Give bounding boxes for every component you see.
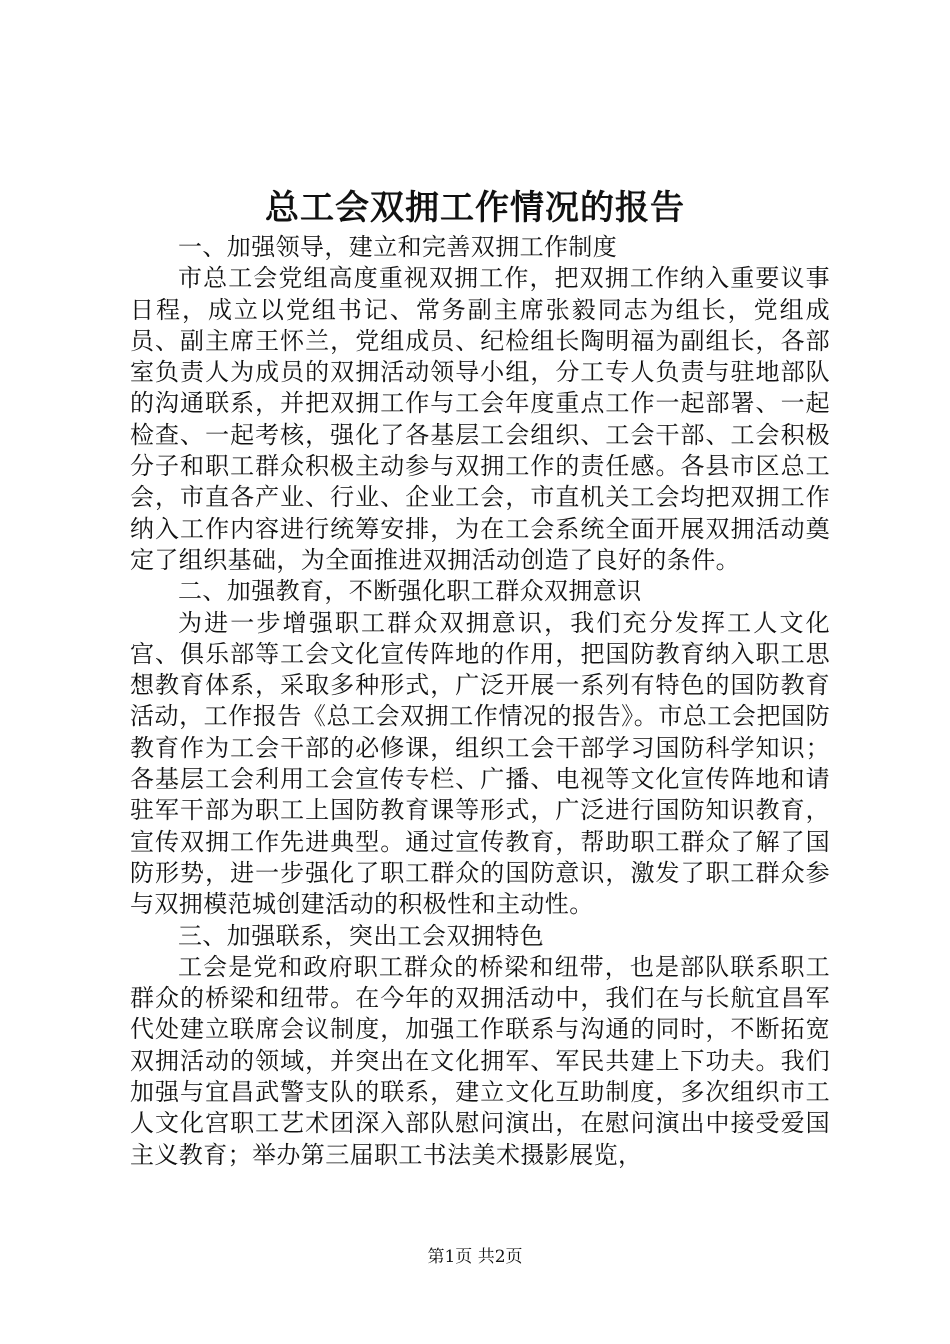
document-body <box>130 232 830 1171</box>
section-2-paragraph: 为进一步增强职工群众双拥意识，我们充分发挥工人文化宫、俱乐部等工会文化宣传阵地的作用，把国防教育纳入职工思想教育体系，采取多种形式，广泛开展一系列有特色的国防教育活动，工作报告《总工会双拥工作情况的报告》。市总工会把国防教育作为工会干部的必修课，组织工会干部学习国防科学知识；各基层工会利用工会宣传专栏、广播、电视等文化宣传阵地和请驻军干部为职工上国防教育课等形式，广泛进行国防知识教育，宣传双拥工作先进典型。通过宣传教育，帮助职工群众了解了国防形势，进一步强化了职工群众的国防意识，激发了职工群众参与双拥模范城创建活动的积极性和主动性。 <box>130 608 830 919</box>
section-1-heading: 一、加强领导，建立和完善双拥工作制度 <box>178 233 618 261</box>
document-title: 总工会双拥工作情况的报告 <box>265 188 685 228</box>
section-3-paragraph: 工会是党和政府职工群众的桥梁和纽带，也是部队联系职工群众的桥梁和纽带。在今年的双拥活动中，我们在与长航宜昌军代处建立联席会议制度，加强工作联系与沟通的同时，不断拓宽双拥活动的领域，并突出在文化拥军、军民共建上下功夫。我们加强与宜昌武警支队的联系，建立文化互助制度，多次组织市工人文化宫职工艺术团深入部队慰问演出，在慰问演出中接受爱国主义教育；举办第三届职工书法美术摄影展览， <box>130 952 830 1169</box>
page-footer: 第1页 共2页 <box>427 1247 523 1267</box>
section-2-heading: 二、加强教育，不断强化职工群众双拥意识 <box>178 577 642 606</box>
section-3-heading: 三、加强联系，突出工会双拥特色 <box>178 921 544 950</box>
section-1-paragraph: 市总工会党组高度重视双拥工作，把双拥工作纳入重要议事日程，成立以党组书记、常务副主席张毅同志为组长，党组成员、副主席王怀兰，党组成员、纪检组长陶明福为副组长，各部室负责人为成员的双拥活动领导小组，分工专人负责与驻地部队的沟通联系，并把双拥工作与工会年度重点工作一起部署、一起检查、一起考核，强化了各基层工会组织、工会干部、工会积极分子和职工群众积极主动参与双拥工作的责任感。各县市区总工会，市直各产业、行业、企业工会，市直机关工会均把双拥工作纳入工作内容进行统筹安排，为在工会系统全面开展双拥活动奠定了组织基础，为全面推进双拥活动创造了良好的条件。 <box>130 264 830 574</box>
